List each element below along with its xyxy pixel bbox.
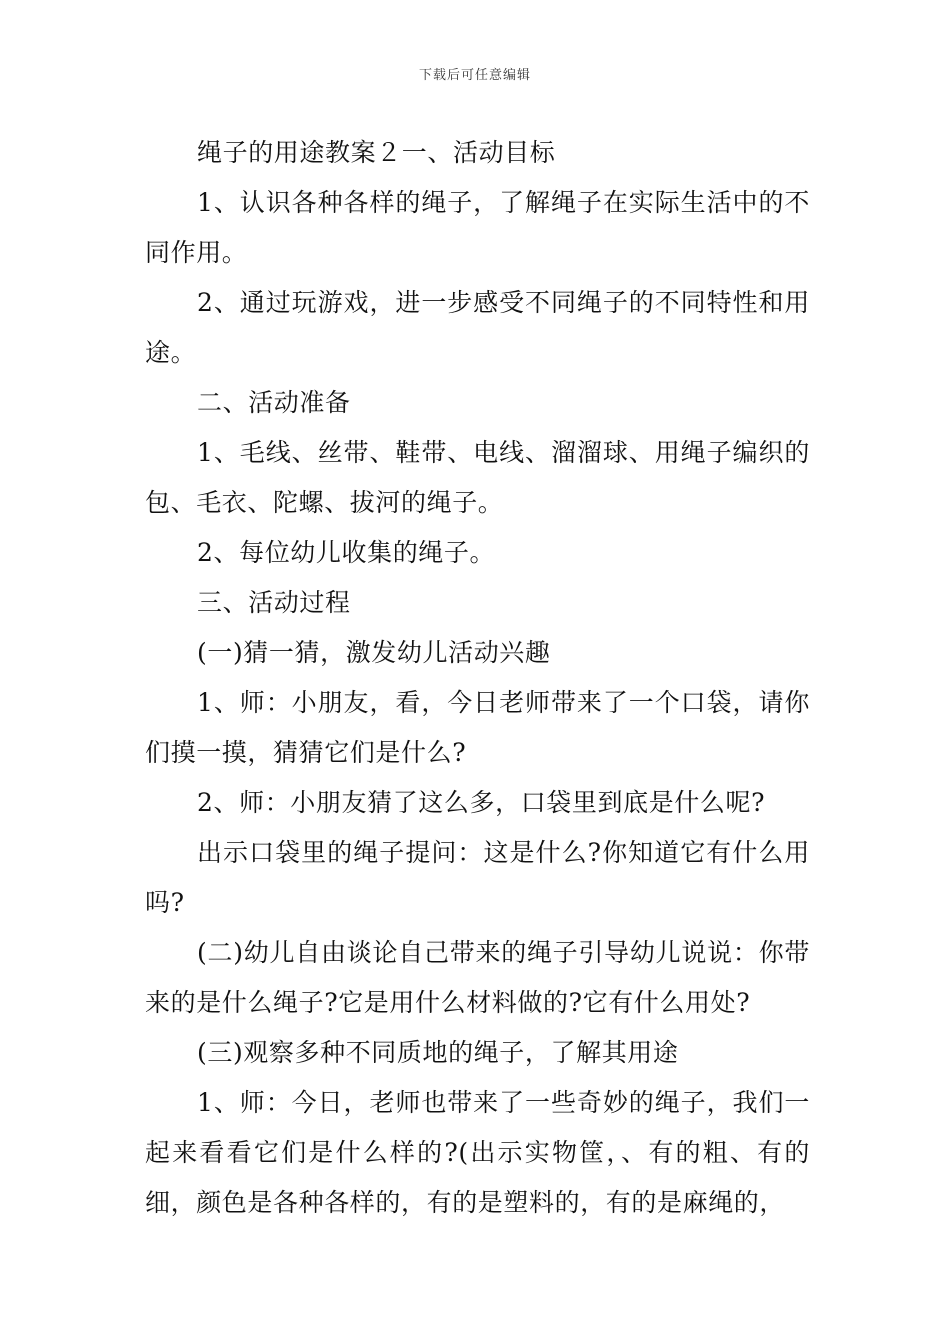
step-1-item-1-paragraph: 1、师：小朋友，看，今日老师带来了一个口袋，请你们摸一摸，猜猜它们是什么? bbox=[145, 688, 810, 767]
preparation-heading: 二、活动准备 bbox=[197, 388, 351, 417]
step-3-heading: (三)观察多种不同质地的绳子，了解其用途 bbox=[197, 1038, 679, 1067]
section-title-paragraph: 绳子的用途教案２一、活动目标 bbox=[197, 138, 556, 167]
step-3-item-1-paragraph: 1、师：今日，老师也带来了一些奇妙的绳子，我们一起来看看它们是什么样的?(出示实物筐，、有的粗、有的细，颜色是各种各样的，有的是塑料的，有的是麻绳的， bbox=[145, 1088, 810, 1217]
step-1-item-2-paragraph: 2、师：小朋友猜了这么多，口袋里到底是什么呢? bbox=[197, 788, 766, 817]
step-2-paragraph: (二)幼儿自由谈论自己带来的绳子引导幼儿说说：你带来的是什么绳子?它是用什么材料做的?它有什么用处? bbox=[145, 938, 810, 1017]
preparation-2-paragraph: 2、每位幼儿收集的绳子。 bbox=[197, 538, 496, 567]
process-heading: 三、活动过程 bbox=[197, 588, 351, 617]
goal-2-paragraph: 2、通过玩游戏，进一步感受不同绳子的不同特性和用途。 bbox=[145, 288, 810, 367]
step-1-question-paragraph: 出示口袋里的绳子提问：这是什么?你知道它有什么用吗? bbox=[145, 838, 810, 917]
step-1-heading: (一)猜一猜，激发幼儿活动兴趣 bbox=[197, 638, 551, 667]
document-body bbox=[145, 128, 810, 1228]
page-header-note: 下载后可任意编辑 bbox=[418, 68, 531, 83]
preparation-1-paragraph: 1、毛线、丝带、鞋带、电线、溜溜球、用绳子编织的包、毛衣、陀螺、拔河的绳子。 bbox=[145, 438, 810, 517]
goal-1-paragraph: 1、认识各种各样的绳子，了解绳子在实际生活中的不同作用。 bbox=[145, 188, 810, 267]
